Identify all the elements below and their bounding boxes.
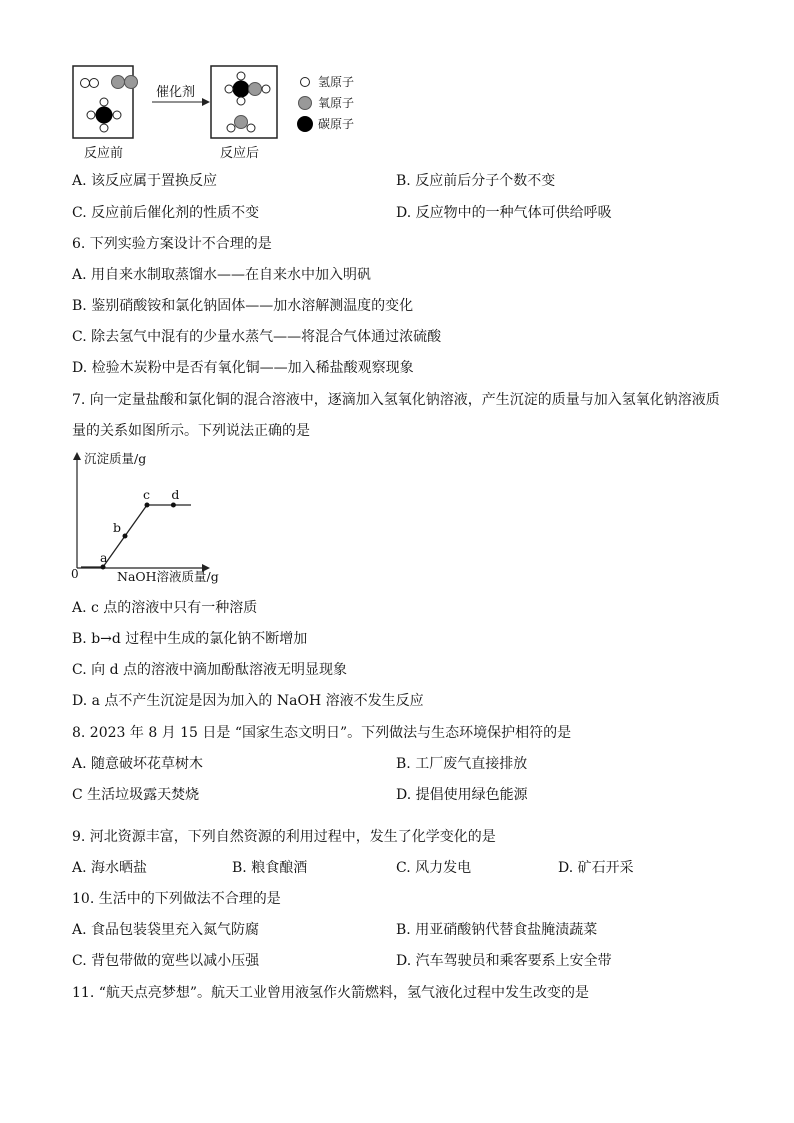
q7-option-b[interactable]: B. b→d 过程中生成的氯化钠不断增加	[72, 631, 308, 647]
q10-option-d[interactable]: D. 汽车驾驶员和乘客要系上安全带	[396, 953, 612, 969]
q6-option-b[interactable]: B. 鉴别硝酸铵和氯化钠固体——加水溶解测温度的变化	[72, 298, 414, 314]
before-caption: 反应前	[84, 146, 124, 161]
q9-option-d[interactable]: D. 矿石开采	[558, 860, 634, 876]
q7-option-d[interactable]: D. a 点不产生沉淀是因为加入的 NaOH 溶液不发生反应	[72, 693, 424, 709]
catalyst-label: 催化剂	[156, 85, 196, 100]
hydrogen-atom	[100, 124, 108, 132]
oxygen-atom	[249, 83, 262, 96]
hydrogen-atom	[100, 98, 108, 106]
q8-option-d[interactable]: D. 提倡使用绿色能源	[396, 787, 528, 803]
precipitate-chart	[62, 450, 242, 588]
hydrogen-atom	[262, 85, 270, 93]
q8-option-c[interactable]: C 生活垃圾露天焚烧	[72, 787, 200, 803]
q9-option-b[interactable]: B. 粮食酿酒	[232, 860, 308, 876]
hydrogen-atom	[237, 72, 245, 80]
q7-option-c[interactable]: C. 向 d 点的溶液中滴加酚酞溶液无明显现象	[72, 662, 347, 678]
reaction-diagram	[60, 58, 380, 168]
q11-stem: 11. “航天点亮梦想”。航天工业曾用液氢作火箭燃料，氢气液化过程中发生改变的是	[72, 985, 590, 1001]
q8-stem: 8. 2023 年 8 月 15 日是 “国家生态文明日”。下列做法与生态环境保护相符的是	[72, 725, 572, 741]
y-axis-arrow	[73, 452, 81, 460]
point-a	[101, 565, 106, 570]
legend-oxygen-label: 氧原子	[318, 96, 355, 110]
q10-stem: 10. 生活中的下列做法不合理的是	[72, 891, 281, 907]
q5-option-a[interactable]: A. 该反应属于置换反应	[72, 173, 218, 189]
q6-option-d[interactable]: D. 检验木炭粉中是否有氧化铜——加入稀盐酸观察现象	[72, 360, 414, 376]
q6-option-c[interactable]: C. 除去氢气中混有的少量水蒸气——将混合气体通过浓硫酸	[72, 329, 442, 345]
q6-option-a[interactable]: A. 用自来水制取蒸馏水——在自来水中加入明矾	[72, 267, 372, 283]
q9-option-c[interactable]: C. 风力发电	[396, 860, 472, 876]
arrow-head	[202, 98, 210, 106]
point-label-d: d	[171, 487, 180, 502]
q7-stem-line1: 7. 向一定量盐酸和氯化铜的混合溶液中，逐滴加入氢氧化钠溶液，产生沉淀的质量与加入氢氧化钠溶液质	[72, 392, 720, 408]
hydrogen-atom	[225, 85, 233, 93]
q7-stem-line2: 量的关系如图所示。下列说法正确的是	[72, 423, 310, 439]
point-d	[171, 503, 176, 508]
y-axis-label: 沉淀质量/g	[84, 451, 147, 466]
point-label-b: b	[113, 520, 122, 535]
x-axis-label: NaOH溶液质量/g	[117, 569, 219, 584]
origin-label: 0	[71, 567, 79, 581]
after-caption: 反应后	[220, 146, 260, 161]
oxygen-atom	[235, 116, 248, 129]
hydrogen-atom	[113, 111, 121, 119]
q9-stem: 9. 河北资源丰富，下列自然资源的利用过程中，发生了化学变化的是	[72, 829, 496, 845]
q6-stem: 6. 下列实验方案设计不合理的是	[72, 236, 272, 252]
hydrogen-atom	[237, 97, 245, 105]
q10-option-a[interactable]: A. 食品包装袋里充入氮气防腐	[72, 922, 260, 938]
carbon-atom	[96, 107, 113, 124]
legend-hydrogen-label: 氢原子	[318, 75, 355, 89]
legend-hydrogen-icon	[301, 78, 310, 87]
q8-option-b[interactable]: B. 工厂废气直接排放	[396, 756, 528, 772]
hydrogen-atom	[247, 124, 255, 132]
point-label-c: c	[143, 487, 151, 502]
precipitate-line	[81, 505, 191, 567]
q5-option-c[interactable]: C. 反应前后催化剂的性质不变	[72, 205, 260, 221]
q5-option-b[interactable]: B. 反应前后分子个数不变	[396, 173, 556, 189]
q7-option-a[interactable]: A. c 点的溶液中只有一种溶质	[72, 600, 258, 616]
q5-option-d[interactable]: D. 反应物中的一种气体可供给呼吸	[396, 205, 612, 221]
hydrogen-atom	[87, 111, 95, 119]
point-c	[145, 503, 150, 508]
legend-carbon-label: 碳原子	[318, 117, 355, 131]
legend-carbon-icon	[297, 116, 313, 132]
oxygen-atom	[125, 76, 138, 89]
carbon-atom	[233, 81, 250, 98]
hydrogen-atom	[81, 79, 90, 88]
hydrogen-atom	[227, 124, 235, 132]
point-b	[123, 534, 128, 539]
q8-option-a[interactable]: A. 随意破坏花草树木	[72, 756, 204, 772]
oxygen-atom	[112, 76, 125, 89]
hydrogen-atom	[90, 79, 99, 88]
q9-option-a[interactable]: A. 海水晒盐	[72, 860, 148, 876]
q10-option-c[interactable]: C. 背包带做的宽些以减小压强	[72, 953, 260, 969]
q10-option-b[interactable]: B. 用亚硝酸钠代替食盐腌渍蔬菜	[396, 922, 598, 938]
legend-oxygen-icon	[299, 97, 312, 110]
point-label-a: a	[100, 550, 108, 565]
